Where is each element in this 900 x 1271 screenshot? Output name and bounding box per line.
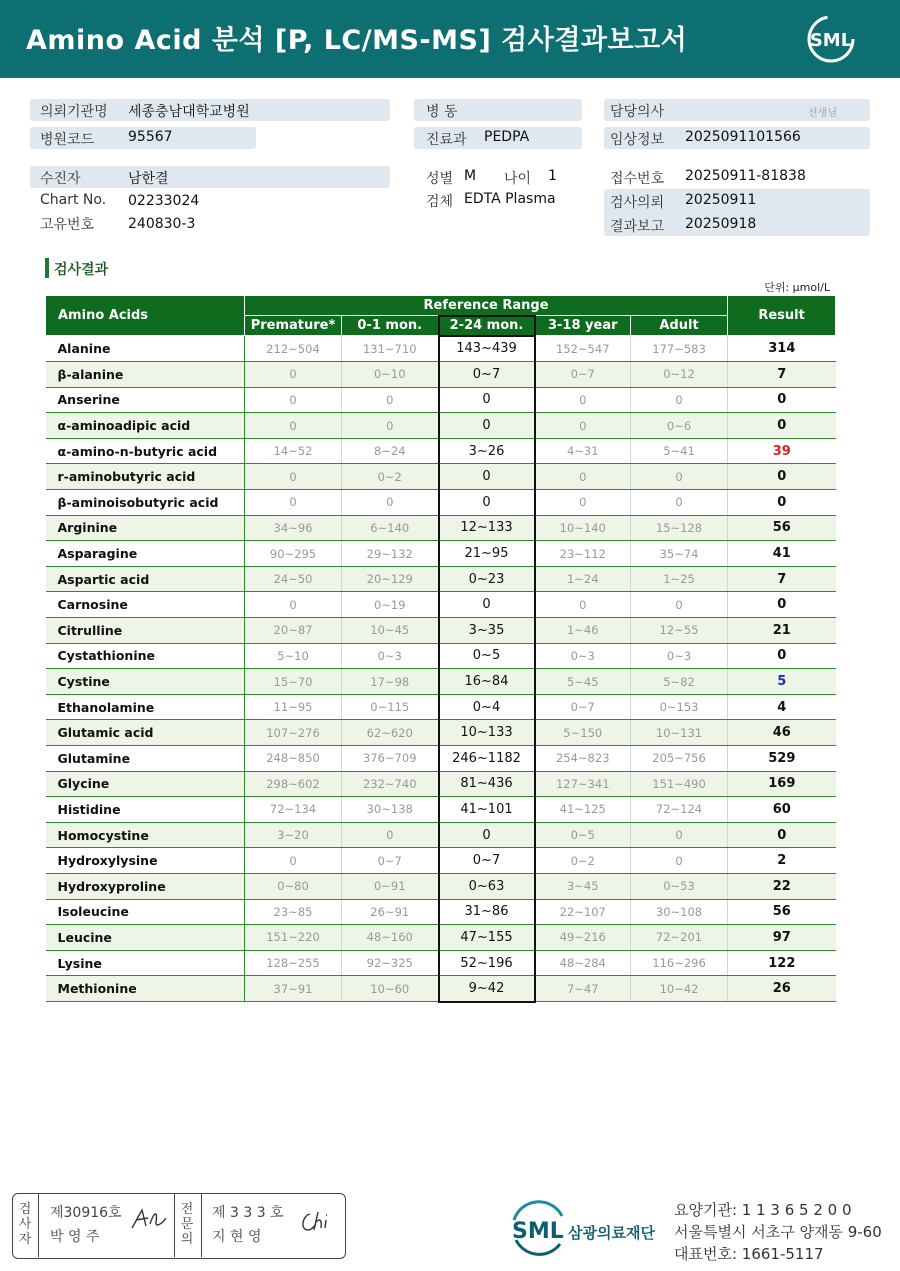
reference-value: 0~2 — [342, 464, 439, 490]
reference-value-selected: 10~133 — [439, 720, 535, 746]
result-value: 122 — [728, 950, 836, 976]
result-value: 2 — [728, 848, 836, 874]
reference-value: 0 — [342, 413, 439, 439]
amino-acid-name: Hydroxylysine — [46, 848, 245, 874]
reference-value: 10~45 — [342, 618, 439, 644]
amino-acid-name: Histidine — [46, 797, 245, 823]
reference-value-selected: 9~42 — [439, 976, 535, 1002]
divider — [38, 1193, 39, 1257]
amino-acid-name: Arginine — [46, 515, 245, 541]
table-row — [46, 822, 836, 848]
amino-acid-name: Lysine — [46, 950, 245, 976]
reference-value: 24~50 — [245, 566, 342, 592]
reference-value: 48~284 — [535, 950, 631, 976]
table-row — [46, 976, 836, 1002]
result-value: 0 — [728, 413, 836, 439]
institution-value: 세종충남대학교병원 — [128, 104, 250, 120]
ward-label: 병 동 — [426, 104, 458, 120]
receipt-label: 접수번호 — [610, 171, 665, 187]
table-row — [46, 669, 836, 695]
sex-label: 성별 — [426, 171, 454, 187]
reference-value: 298~602 — [245, 771, 342, 797]
reference-value: 0 — [631, 848, 728, 874]
result-value: 0 — [728, 490, 836, 516]
table-row — [46, 490, 836, 516]
reference-value-selected: 0~5 — [439, 643, 535, 669]
reference-value: 151~220 — [245, 925, 342, 951]
reference-value: 0 — [631, 822, 728, 848]
reference-value: 0~10 — [342, 362, 439, 388]
reference-value: 72~134 — [245, 797, 342, 823]
inspector-label: 검사자 — [18, 1202, 32, 1247]
reference-value: 6~140 — [342, 515, 439, 541]
amino-acid-name: Asparagine — [46, 541, 245, 567]
inspector-license: 제30916호 — [50, 1205, 122, 1221]
reference-value: 15~70 — [245, 669, 342, 695]
reference-value: 131~710 — [342, 336, 439, 362]
patient-name: 남한결 — [128, 171, 169, 187]
clinical-label: 임상정보 — [610, 132, 665, 148]
amino-acid-name: Cystine — [46, 669, 245, 695]
reference-value: 0~7 — [342, 848, 439, 874]
table-row — [46, 797, 836, 823]
reference-value: 0~7 — [535, 362, 631, 388]
reference-value-selected: 0~63 — [439, 873, 535, 899]
reference-value: 0 — [535, 464, 631, 490]
reference-value: 7~47 — [535, 976, 631, 1002]
reference-value: 10~140 — [535, 515, 631, 541]
amino-acid-name: Homocystine — [46, 822, 245, 848]
reference-value: 0 — [245, 413, 342, 439]
reference-value: 0~91 — [342, 873, 439, 899]
reference-value: 152~547 — [535, 336, 631, 362]
reference-value: 205~756 — [631, 746, 728, 772]
reference-value: 0 — [535, 592, 631, 618]
amino-acid-name: Glutamic acid — [46, 720, 245, 746]
reference-value: 30~108 — [631, 899, 728, 925]
amino-acid-name: Methionine — [46, 976, 245, 1002]
amino-acid-name: Ethanolamine — [46, 694, 245, 720]
table-row — [46, 746, 836, 772]
result-value: 529 — [728, 746, 836, 772]
reference-value: 5~150 — [535, 720, 631, 746]
sex-value: M — [464, 168, 477, 184]
result-value: 7 — [728, 362, 836, 388]
inspector-name: 박 영 주 — [50, 1229, 100, 1245]
unique-value: 240830-3 — [128, 216, 196, 232]
reference-value: 0~2 — [535, 848, 631, 874]
results-table — [45, 295, 836, 1003]
patient-label: 수진자 — [40, 171, 81, 187]
reference-value: 0~5 — [535, 822, 631, 848]
amino-acid-name: Anserine — [46, 387, 245, 413]
result-value: 169 — [728, 771, 836, 797]
reference-value: 10~60 — [342, 976, 439, 1002]
reference-value: 0~53 — [631, 873, 728, 899]
reference-value: 0~115 — [342, 694, 439, 720]
reference-value: 41~125 — [535, 797, 631, 823]
reference-value: 10~42 — [631, 976, 728, 1002]
header-range: Premature* — [245, 316, 342, 336]
chart-label: Chart No. — [40, 192, 107, 208]
reference-value: 34~96 — [245, 515, 342, 541]
result-value: 0 — [728, 643, 836, 669]
result-value: 0 — [728, 592, 836, 618]
reference-value: 23~85 — [245, 899, 342, 925]
reference-value: 3~45 — [535, 873, 631, 899]
amino-acid-name: Hydroxyproline — [46, 873, 245, 899]
reference-value: 0 — [631, 592, 728, 618]
result-value: 21 — [728, 618, 836, 644]
reference-value-selected: 21~95 — [439, 541, 535, 567]
amino-acid-name: Aspartic acid — [46, 566, 245, 592]
result-value: 56 — [728, 515, 836, 541]
reference-value-selected: 3~26 — [439, 438, 535, 464]
reference-value: 0 — [245, 848, 342, 874]
specialist-label: 전문의 — [180, 1202, 194, 1247]
institution-label: 의뢰기관명 — [40, 104, 108, 120]
table-row — [46, 438, 836, 464]
reference-value: 8~24 — [342, 438, 439, 464]
reference-value: 0 — [631, 464, 728, 490]
specialist-license: 제 3 3 3 호 — [212, 1205, 284, 1221]
table-row — [46, 541, 836, 567]
reference-value-selected: 47~155 — [439, 925, 535, 951]
reference-value-selected: 246~1182 — [439, 746, 535, 772]
report-date-label: 결과보고 — [610, 219, 665, 235]
reference-value: 0~3 — [342, 643, 439, 669]
result-value: 0 — [728, 822, 836, 848]
reference-value: 0 — [245, 464, 342, 490]
table-row — [46, 694, 836, 720]
reference-value: 72~201 — [631, 925, 728, 951]
table-row — [46, 515, 836, 541]
table-row — [46, 336, 836, 362]
reference-value: 116~296 — [631, 950, 728, 976]
section-title: 검사결과 — [54, 262, 109, 278]
table-row — [46, 925, 836, 951]
table-row — [46, 592, 836, 618]
unique-label: 고유번호 — [40, 217, 95, 233]
table-row — [46, 771, 836, 797]
table-row — [46, 464, 836, 490]
reference-value-selected: 0 — [439, 387, 535, 413]
result-value: 26 — [728, 976, 836, 1002]
footer-logo-text: SML — [512, 1219, 564, 1244]
reference-value: 48~160 — [342, 925, 439, 951]
table-row — [46, 950, 836, 976]
specimen-value: EDTA Plasma — [464, 191, 556, 207]
reference-value-selected: 0 — [439, 490, 535, 516]
reference-value: 15~128 — [631, 515, 728, 541]
reference-value: 29~132 — [342, 541, 439, 567]
reference-value: 10~131 — [631, 720, 728, 746]
reference-value: 12~55 — [631, 618, 728, 644]
result-value: 7 — [728, 566, 836, 592]
org-phone: 대표번호: 1661-5117 — [674, 1245, 824, 1263]
reference-value: 107~276 — [245, 720, 342, 746]
reference-value-selected: 143~439 — [439, 336, 535, 362]
header-logo-text: SML — [809, 30, 853, 51]
reference-value: 248~850 — [245, 746, 342, 772]
reference-value-selected: 0 — [439, 464, 535, 490]
result-value: 56 — [728, 899, 836, 925]
doctor-label: 담당의사 — [610, 104, 665, 120]
section-marker — [45, 258, 49, 278]
age-label: 나이 — [504, 171, 532, 187]
reference-value: 0~19 — [342, 592, 439, 618]
reference-value: 1~24 — [535, 566, 631, 592]
dept-value: PEDPA — [484, 129, 530, 145]
report-date-value: 20250918 — [685, 216, 757, 232]
org-name: 삼광의료재단 — [568, 1224, 655, 1242]
reference-value-selected: 12~133 — [439, 515, 535, 541]
reference-value-selected: 0 — [439, 592, 535, 618]
result-value: 4 — [728, 694, 836, 720]
table-row — [46, 720, 836, 746]
reference-value: 26~91 — [342, 899, 439, 925]
sml-logo-icon — [802, 14, 860, 64]
chart-value: 02233024 — [128, 193, 200, 209]
age-value: 1 — [548, 168, 557, 184]
reference-value: 0~12 — [631, 362, 728, 388]
report-header — [0, 0, 900, 78]
reference-value: 0 — [342, 822, 439, 848]
result-value: 314 — [728, 336, 836, 362]
table-row — [46, 566, 836, 592]
amino-acid-name: Glycine — [46, 771, 245, 797]
reference-value: 4~31 — [535, 438, 631, 464]
request-label: 검사의뢰 — [610, 195, 665, 211]
reference-value: 35~74 — [631, 541, 728, 567]
table-row — [46, 848, 836, 874]
receipt-value: 20250911-81838 — [685, 168, 806, 184]
result-value: 97 — [728, 925, 836, 951]
table-row — [46, 362, 836, 388]
reference-value-selected: 0 — [439, 413, 535, 439]
header-reference-range: Reference Range — [245, 296, 728, 316]
header-range: 0-1 mon. — [342, 316, 439, 336]
header-range: Adult — [631, 316, 728, 336]
result-value: 60 — [728, 797, 836, 823]
reference-value: 151~490 — [631, 771, 728, 797]
reference-value: 0~3 — [631, 643, 728, 669]
report-title: Amino Acid 분석 [P, LC/MS-MS] 검사결과보고서 — [26, 25, 688, 56]
doctor-value: 선생님 — [808, 108, 837, 119]
amino-acid-name: β-alanine — [46, 362, 245, 388]
table-row — [46, 873, 836, 899]
amino-acid-name: r-aminobutyric acid — [46, 464, 245, 490]
result-value: 0 — [728, 387, 836, 413]
reference-value: 0 — [535, 413, 631, 439]
reference-value-selected: 0~7 — [439, 362, 535, 388]
reference-value: 0 — [342, 490, 439, 516]
amino-acid-name: Isoleucine — [46, 899, 245, 925]
info-band — [30, 166, 390, 188]
reference-value: 0 — [245, 592, 342, 618]
reference-value: 0 — [245, 362, 342, 388]
reference-value-selected: 0~23 — [439, 566, 535, 592]
reference-value: 232~740 — [342, 771, 439, 797]
reference-value: 5~10 — [245, 643, 342, 669]
result-value: 0 — [728, 464, 836, 490]
amino-acid-name: α-amino-n-butyric acid — [46, 438, 245, 464]
request-value: 20250911 — [685, 192, 757, 208]
reference-value: 0 — [631, 490, 728, 516]
reference-value: 90~295 — [245, 541, 342, 567]
reference-value: 5~45 — [535, 669, 631, 695]
header-amino-acids: Amino Acids — [46, 296, 245, 336]
amino-acid-name: Citrulline — [46, 618, 245, 644]
result-value: 39 — [728, 438, 836, 464]
reference-value: 127~341 — [535, 771, 631, 797]
reference-value: 20~87 — [245, 618, 342, 644]
result-value: 41 — [728, 541, 836, 567]
reference-value: 1~46 — [535, 618, 631, 644]
reference-value-selected: 31~86 — [439, 899, 535, 925]
divider — [201, 1193, 202, 1257]
unit-label: 단위: μmol/L — [764, 281, 830, 294]
header-result: Result — [728, 296, 836, 336]
reference-value-selected: 81~436 — [439, 771, 535, 797]
reference-value: 212~504 — [245, 336, 342, 362]
reference-value: 30~138 — [342, 797, 439, 823]
reference-value-selected: 0 — [439, 822, 535, 848]
reference-value: 62~620 — [342, 720, 439, 746]
specimen-label: 검체 — [426, 194, 454, 210]
reference-value: 0 — [535, 387, 631, 413]
reference-value: 177~583 — [631, 336, 728, 362]
result-value: 22 — [728, 873, 836, 899]
reference-value: 11~95 — [245, 694, 342, 720]
table-row — [46, 387, 836, 413]
table-row — [46, 899, 836, 925]
reference-value: 49~216 — [535, 925, 631, 951]
reference-value: 0 — [535, 490, 631, 516]
hospital-code-label: 병원코드 — [40, 132, 95, 148]
reference-value: 22~107 — [535, 899, 631, 925]
amino-acid-name: α-aminoadipic acid — [46, 413, 245, 439]
specialist-signature-icon — [296, 1206, 338, 1236]
clinical-value: 2025091101566 — [685, 129, 801, 145]
reference-value-selected: 41~101 — [439, 797, 535, 823]
reference-value: 0 — [631, 387, 728, 413]
reference-value: 0~3 — [535, 643, 631, 669]
reference-value: 5~41 — [631, 438, 728, 464]
reference-value: 20~129 — [342, 566, 439, 592]
reference-value-selected: 0~4 — [439, 694, 535, 720]
reference-value: 92~325 — [342, 950, 439, 976]
amino-acid-name: Glutamine — [46, 746, 245, 772]
reference-value: 0~6 — [631, 413, 728, 439]
reference-value: 3~20 — [245, 822, 342, 848]
reference-value: 128~255 — [245, 950, 342, 976]
reference-value: 0 — [342, 387, 439, 413]
reference-value: 5~82 — [631, 669, 728, 695]
reference-value: 376~709 — [342, 746, 439, 772]
table-row — [46, 643, 836, 669]
amino-acid-name: Carnosine — [46, 592, 245, 618]
amino-acid-name: Alanine — [46, 336, 245, 362]
reference-value: 0~80 — [245, 873, 342, 899]
reference-value: 0~7 — [535, 694, 631, 720]
org-address: 서울특별시 서초구 양재동 9-60 — [674, 1223, 882, 1241]
amino-acid-name: Leucine — [46, 925, 245, 951]
table-row — [46, 413, 836, 439]
hospital-code-value: 95567 — [128, 129, 173, 145]
header-range: 3-18 year — [535, 316, 631, 336]
table-row — [46, 618, 836, 644]
care-code: 요양기관: 1 1 3 6 5 2 0 0 — [674, 1201, 852, 1219]
reference-value: 0 — [245, 387, 342, 413]
reference-value-selected: 16~84 — [439, 669, 535, 695]
result-value: 46 — [728, 720, 836, 746]
reference-value-selected: 52~196 — [439, 950, 535, 976]
amino-acid-name: β-aminoisobutyric acid — [46, 490, 245, 516]
specialist-name: 지 현 영 — [212, 1229, 262, 1245]
header-range-selected: 2-24 mon. — [439, 316, 535, 336]
reference-value: 37~91 — [245, 976, 342, 1002]
inspector-signature-icon — [128, 1204, 170, 1234]
reference-value: 17~98 — [342, 669, 439, 695]
reference-value: 0~153 — [631, 694, 728, 720]
reference-value-selected: 3~35 — [439, 618, 535, 644]
reference-value: 14~52 — [245, 438, 342, 464]
dept-label: 진료과 — [426, 132, 467, 148]
reference-value-selected: 0~7 — [439, 848, 535, 874]
reference-value: 23~112 — [535, 541, 631, 567]
amino-acid-name: Cystathionine — [46, 643, 245, 669]
divider — [174, 1193, 175, 1257]
reference-value: 254~823 — [535, 746, 631, 772]
reference-value: 72~124 — [631, 797, 728, 823]
reference-value: 1~25 — [631, 566, 728, 592]
result-value: 5 — [728, 669, 836, 695]
reference-value: 0 — [245, 490, 342, 516]
